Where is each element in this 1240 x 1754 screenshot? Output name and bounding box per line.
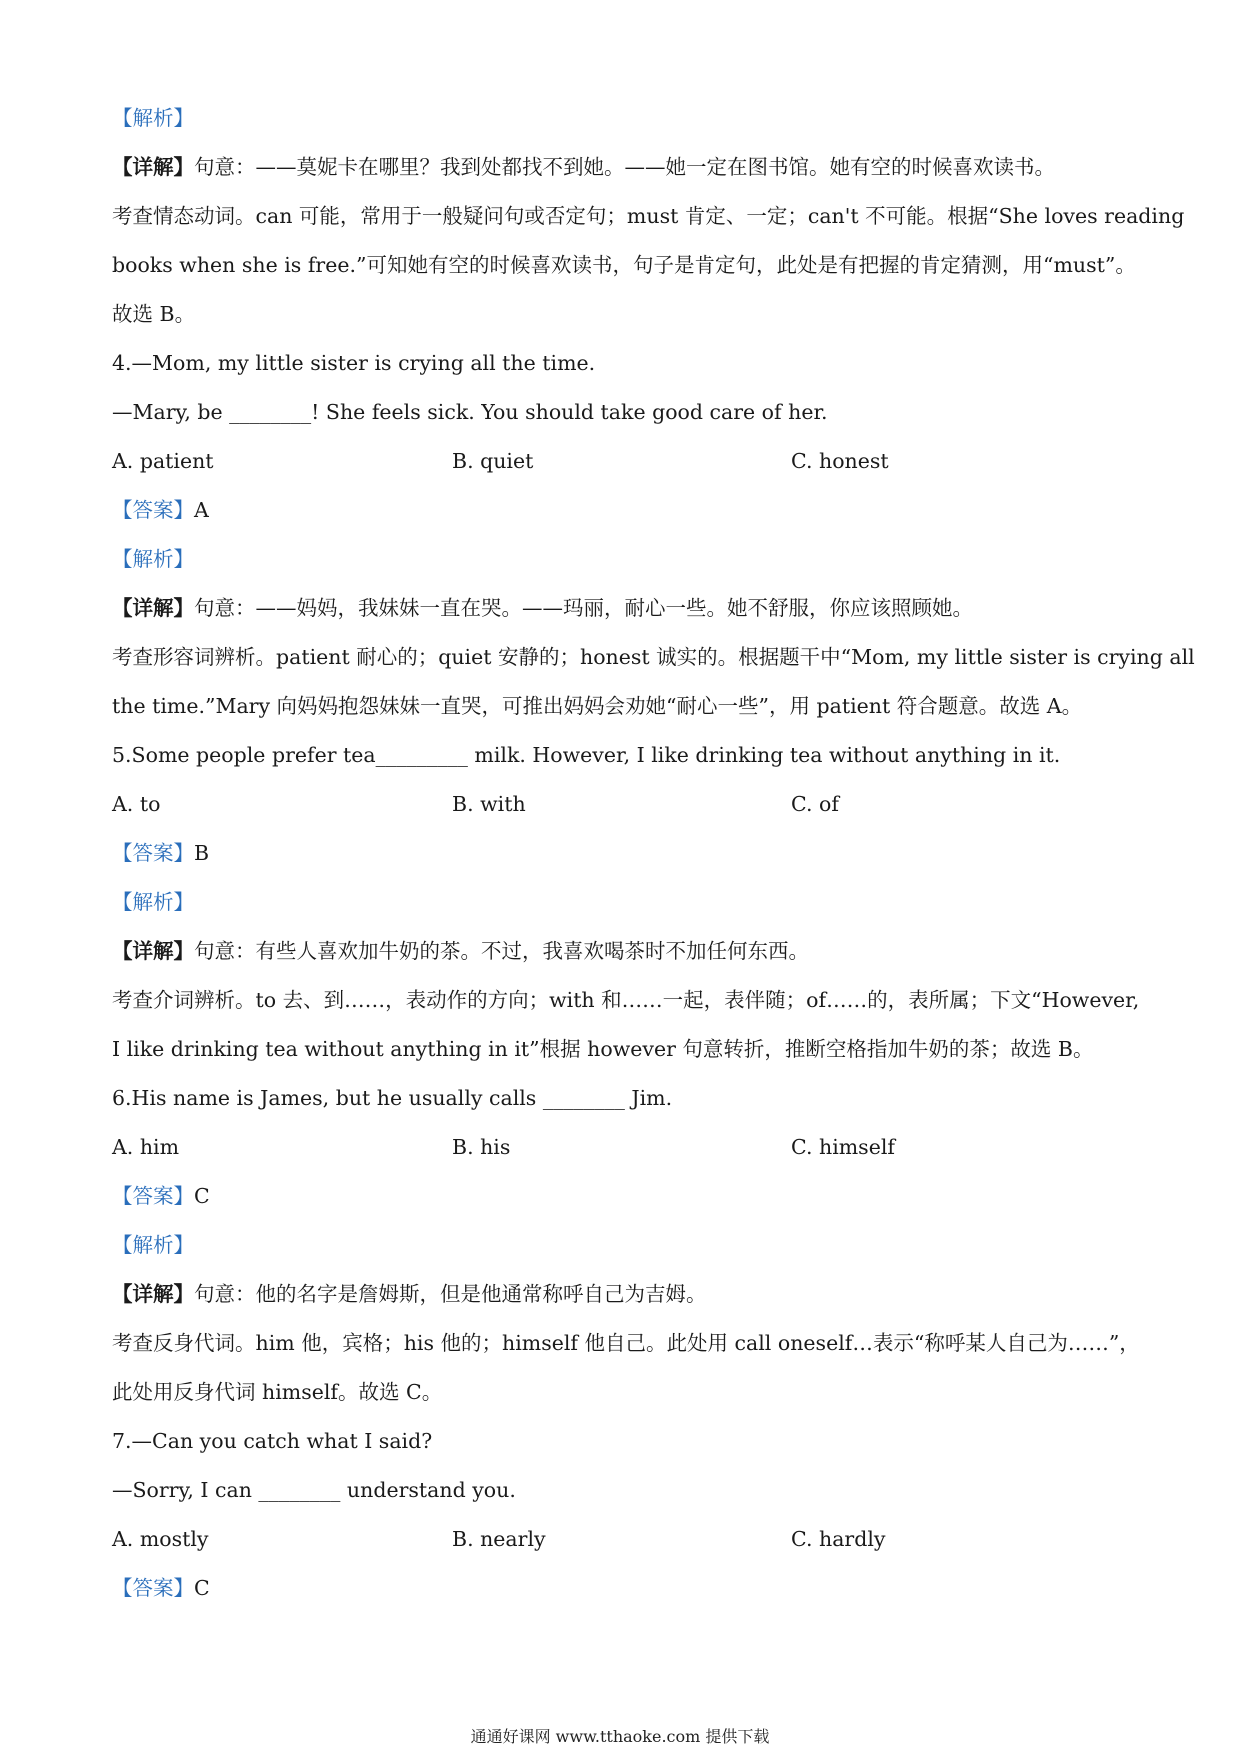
- detail-text: 句意：——莫妮卡在哪里？我到处都找不到她。——她一定在图书馆。她有空的时候喜欢读书。: [194, 155, 1055, 179]
- detail-tag: 【详解】: [112, 155, 194, 179]
- detail-line: [112, 153, 1140, 181]
- option-b: B. nearly: [452, 1527, 546, 1551]
- option-a: A. to: [112, 792, 161, 816]
- option-b: B. his: [452, 1135, 511, 1159]
- analysis-tag: 【解析】: [112, 106, 194, 130]
- answer-value: A: [194, 498, 209, 522]
- answer-tag: 【答案】: [112, 1576, 194, 1600]
- detail-text: 句意：他的名字是詹姆斯，但是他通常称呼自己为吉姆。: [194, 1282, 707, 1306]
- explanation-line: 考查情态动词。can 可能，常用于一般疑问句或否定句；must 肯定、一定；can't 不可能。根据“She loves reading: [112, 204, 1185, 228]
- explanation-line: I like drinking tea without anything in it”根据 however 句意转折，推断空格指加牛奶的茶；故选 B。: [112, 1037, 1094, 1061]
- answer-value: C: [194, 1576, 210, 1600]
- explanation-line: 考查介词辨析。to 去、到……，表动作的方向；with 和……一起，表伴随；of……的，表所属；下文“However,: [112, 988, 1140, 1012]
- answer-value: B: [194, 841, 210, 865]
- question-stem: 6.His name is James, but he usually calls ________ Jim.: [112, 1086, 673, 1110]
- detail-line: [112, 594, 1140, 622]
- detail-tag: 【详解】: [112, 939, 194, 963]
- explanation-line: 考查形容词辨析。patient 耐心的；quiet 安静的；honest 诚实的。根据题干中“Mom, my little sister is crying all: [112, 645, 1195, 669]
- question-stem: —Sorry, I can ________ understand you.: [112, 1478, 516, 1502]
- question-stem: —Mary, be ________! She feels sick. You should take good care of her.: [112, 400, 828, 424]
- option-a: A. mostly: [112, 1527, 209, 1551]
- option-b: B. quiet: [452, 449, 534, 473]
- answer-line: [112, 1574, 1140, 1602]
- detail-tag: 【详解】: [112, 1282, 194, 1306]
- answer-tag: 【答案】: [112, 1184, 194, 1208]
- answer-line: [112, 496, 1140, 524]
- option-c: C. hardly: [791, 1527, 886, 1551]
- explanation-line: 故选 B。: [112, 302, 196, 326]
- option-c: C. honest: [791, 449, 889, 473]
- detail-text: 句意：有些人喜欢加牛奶的茶。不过，我喜欢喝茶时不加任何东西。: [194, 939, 809, 963]
- detail-text: 句意：——妈妈，我妹妹一直在哭。——玛丽，耐心一些。她不舒服，你应该照顾她。: [194, 596, 973, 620]
- explanation-line: 考查反身代词。him 他，宾格；his 他的；himself 他自己。此处用 call oneself…表示“称呼某人自己为……”，: [112, 1331, 1140, 1355]
- answer-tag: 【答案】: [112, 841, 194, 865]
- detail-line: [112, 1280, 1140, 1308]
- question-stem: 7.—Can you catch what I said?: [112, 1429, 433, 1453]
- detail-line: [112, 937, 1140, 965]
- option-b: B. with: [452, 792, 526, 816]
- answer-line: [112, 839, 1140, 867]
- answer-tag: 【答案】: [112, 498, 194, 522]
- option-a: A. him: [112, 1135, 180, 1159]
- option-c: C. himself: [791, 1135, 895, 1159]
- answer-value: C: [194, 1184, 210, 1208]
- option-a: A. patient: [112, 449, 214, 473]
- explanation-line: the time.”Mary 向妈妈抱怨妹妹一直哭，可推出妈妈会劝她“耐心一些”，用 patient 符合题意。故选 A。: [112, 694, 1083, 718]
- explanation-line: books when she is free.”可知她有空的时候喜欢读书，句子是肯定句，此处是有把握的肯定猜测，用“must”。: [112, 253, 1136, 277]
- detail-tag: 【详解】: [112, 596, 194, 620]
- analysis-tag: 【解析】: [112, 547, 194, 571]
- answer-line: [112, 1182, 1140, 1210]
- option-c: C. of: [791, 792, 839, 816]
- explanation-line: 此处用反身代词 himself。故选 C。: [112, 1380, 443, 1404]
- analysis-tag: 【解析】: [112, 890, 194, 914]
- analysis-tag: 【解析】: [112, 1233, 194, 1257]
- question-stem: 4.—Mom, my little sister is crying all the time.: [112, 351, 596, 375]
- page-footer: 通通好课网 www.tthaoke.com 提供下载: [470, 1727, 770, 1746]
- question-stem: 5.Some people prefer tea_________ milk. However, I like drinking tea without anything in it.: [112, 743, 1061, 767]
